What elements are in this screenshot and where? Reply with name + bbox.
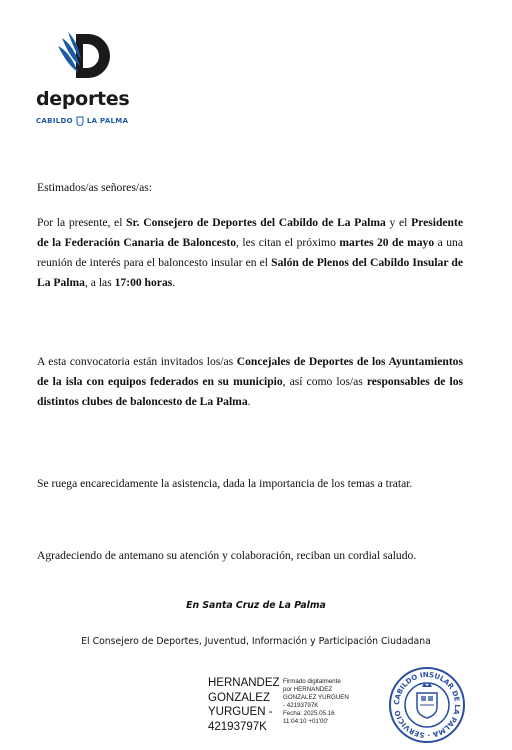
brand-subtitle xyxy=(36,116,128,126)
paragraph-invitees: A esta convocatoria están invitados los/as Concejales de Deportes de los Ayuntamientos de la isla con equipos federados en su municipio, así como los/as responsables de los distintos clubes de baloncesto de La Palma. xyxy=(37,355,463,408)
deportes-logo xyxy=(34,28,134,128)
coat-of-arms-icon xyxy=(76,116,84,126)
greeting: Estimados/as señores/as: xyxy=(37,181,152,194)
signer-title: El Consejero de Deportes, Juventud, Información y Participación Ciudadana xyxy=(81,636,431,647)
brand-subtitle-right: LA PALMA xyxy=(86,117,129,125)
brand-wordmark: deportes xyxy=(36,88,130,110)
paragraph-attendance: Se ruega encarecidamente la asistencia, dada la importancia de los temas a tratar. xyxy=(37,477,413,490)
svg-text:CABILDO INSULAR DE LA PALMA ·: CABILDO INSULAR DE LA PALMA · SERVICIO xyxy=(392,670,462,740)
brand-subtitle-left: CABILDO xyxy=(36,117,73,125)
paragraph-invitation: Por la presente, el Sr. Consejero de Deportes del Cabildo de La Palma y el Presidente de la Federación Canaria de Baloncesto, les citan el próximo martes 20 de mayo a una reunión de interés para el baloncesto insular en el Salón de Plenos del Cabildo Insular de La Palma, a las 17:00 horas. xyxy=(37,216,464,289)
paragraph-closing: Agradeciendo de antemano su atención y colaboración, reciban un cordial saludo. xyxy=(37,549,417,562)
signature-place: En Santa Cruz de La Palma xyxy=(186,600,326,611)
logo-wing-icon xyxy=(34,28,134,88)
seal-stamp-icon xyxy=(387,665,467,745)
official-seal xyxy=(387,665,467,745)
digital-signature-details: Firmado digitalmente por HERNANDEZ GONZALEZ YURGUEN - 42193797K Fecha: 2025.05.16 11:04:10 +01'00' xyxy=(283,678,349,725)
digital-signature-name: HERNANDEZ GONZALEZ YURGUEN - 42193797K xyxy=(208,677,280,733)
